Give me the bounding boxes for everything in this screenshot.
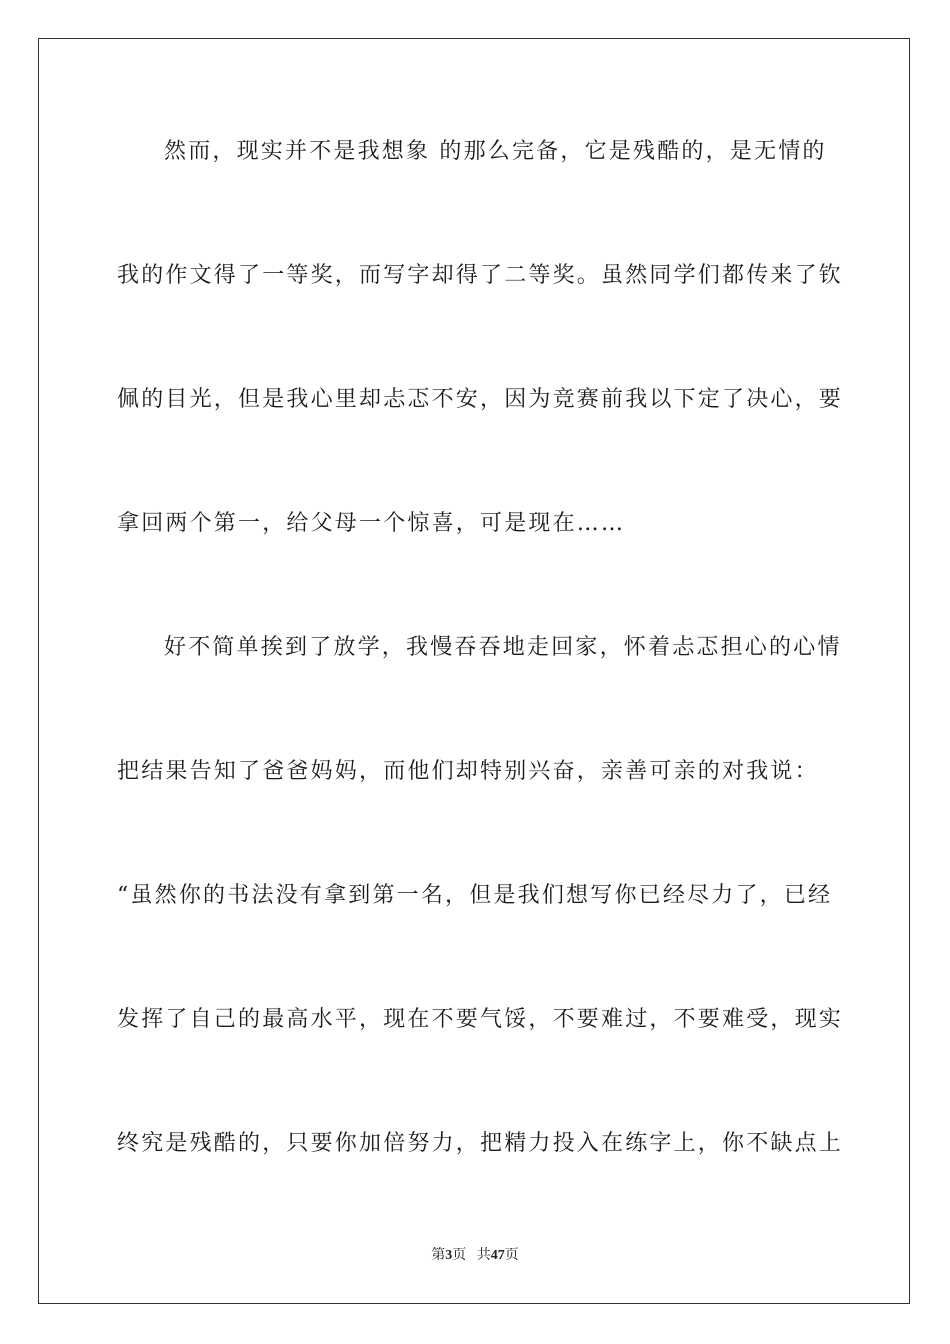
page-suffix: 页 (452, 1248, 467, 1263)
text-line-1: 然而，现实并不是我想象 的那么完备，它是残酷的，是无情的 (164, 139, 827, 164)
text-line-7: “虽然你的书法没有拿到第一名，但是我们想写你已经尽力了，已经 (117, 883, 833, 908)
text-line-3: 佩的目光，但是我心里却忐忑不安，因为竞赛前我以下定了决心，要 (117, 387, 844, 412)
total-suffix: 页 (504, 1248, 519, 1263)
text-line-4: 拿回两个第一，给父母一个惊喜，可是现在…… (117, 511, 626, 536)
text-line-5: 好不简单挨到了放学，我慢吞吞地走回家，怀着忐忑担心的心情 (164, 635, 842, 660)
text-line-2: 我的作文得了一等奖，而写字却得了二等奖。虽然同学们都传来了钦 (117, 263, 844, 288)
text-line-9: 终究是残酷的，只要你加倍努力，把精力投入在练字上，你不缺点上 (117, 1131, 844, 1156)
page-border (38, 38, 910, 1304)
page-prefix: 第 (431, 1248, 446, 1263)
page-footer (0, 1246, 950, 1266)
text-line-8: 发挥了自己的最高水平，现在不要气馁，不要难过，不要难受，现实 (117, 1007, 844, 1032)
page-current: 3 (445, 1248, 453, 1263)
total-prefix: 共 (476, 1248, 491, 1263)
page-total: 47 (490, 1248, 505, 1263)
text-line-6: 把结果告知了爸爸妈妈，而他们却特别兴奋，亲善可亲的对我说： (117, 759, 819, 784)
